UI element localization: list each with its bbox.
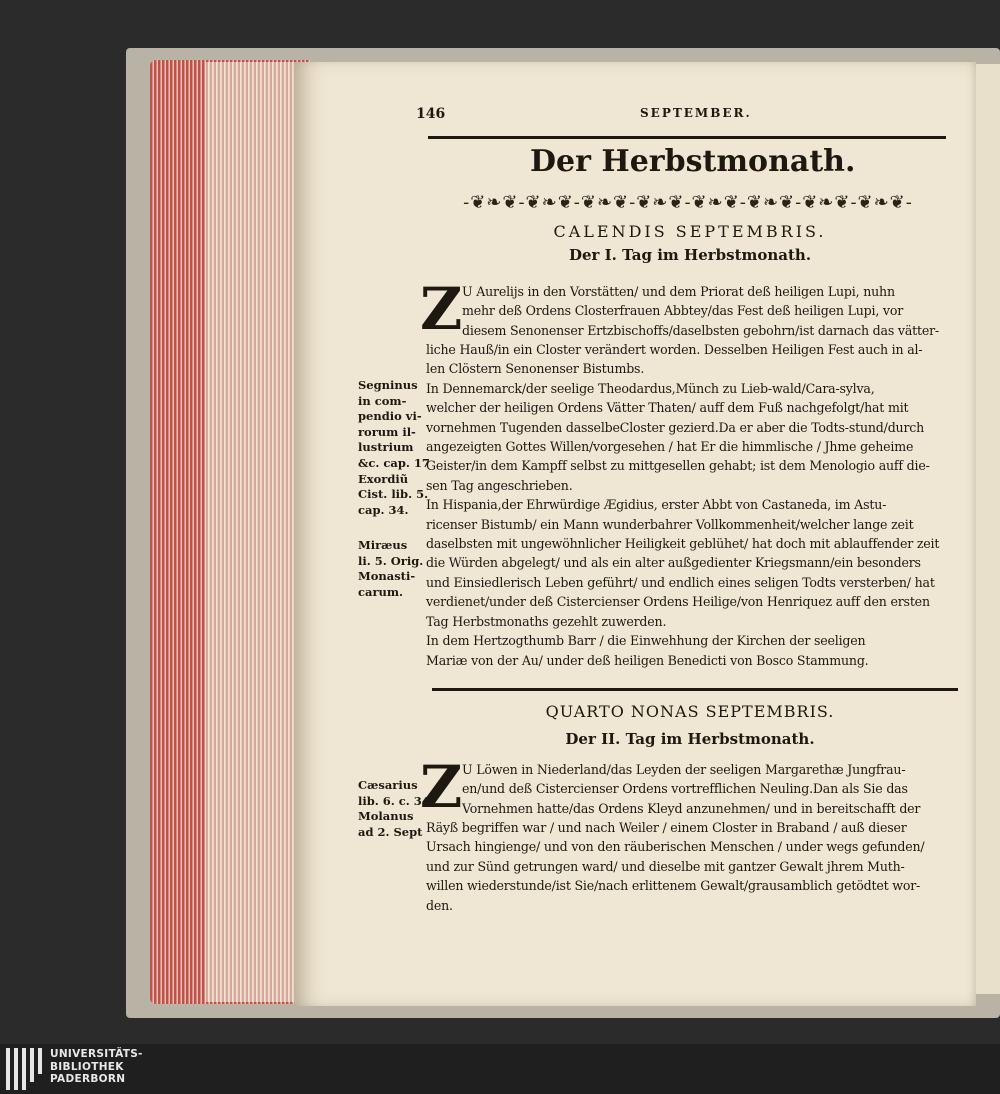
text-line: In Hispania,der Ehrwürdige Ægidius, erster Abbt von Castaneda, im Astu- xyxy=(426,497,887,513)
margin-line: ad 2. Sept xyxy=(358,824,423,839)
text-line: diesem Senonenser Ertzbischoffs/daselbsten gebohrn/ist darnach das vätter- xyxy=(462,322,939,338)
margin-line: cap. 34. xyxy=(358,502,409,517)
section1-body xyxy=(426,340,939,670)
text-line: die Würden abgelegt/ und als ein alter außgedienter Kriegsmann/ein besonders xyxy=(426,555,921,571)
margin-line: Segninus xyxy=(358,378,418,392)
text-line: ricenser Bistumb/ ein Mann wunderbahrer Vollkommenheit/welcher lange zeit xyxy=(426,516,914,532)
library-logo-icon xyxy=(6,1048,42,1090)
margin-line: Miræus xyxy=(358,538,408,552)
margin-line: Exordiũ xyxy=(358,471,409,486)
margin-line: Monasti- xyxy=(358,569,416,584)
section1-heading: CALENDIS SEPTEMBRIS. xyxy=(553,222,827,241)
section1-drop-initial: Z xyxy=(420,275,463,343)
library-name-line1: UNIVERSITÄTS- xyxy=(50,1048,143,1060)
margin-line: Cæsarius xyxy=(358,778,418,792)
text-line: Vornehmen hatte/das Ordens Kleyd anzunehmen/ und in bereitschafft der xyxy=(462,800,921,816)
text-line: und zur Sünd getrungen ward/ und dieselbe mit gantzer Gewalt jhrem Muth- xyxy=(426,858,905,874)
text-line: den. xyxy=(426,897,453,913)
margin-line: in com- xyxy=(358,393,407,408)
text-line: Mariæ von der Au/ under deß heiligen Benedicti von Bosco Stammung. xyxy=(426,652,869,668)
library-name-line3: PADERBORN xyxy=(50,1073,126,1085)
text-line: mehr deß Ordens Closterfrauen Abbtey/das Fest deß heiligen Lupi, vor xyxy=(462,303,904,319)
margin-line: carum. xyxy=(358,584,404,599)
section1-indented-lines xyxy=(462,282,939,340)
library-name-line2: BIBLIOTHEK xyxy=(50,1060,124,1073)
text-line: daselbsten mit ungewöhnlicher Heiligkeit geblühet/ hat doch mit ablauffender zeit xyxy=(426,536,940,552)
text-line: U Aurelijs in den Vorstätten/ und dem Priorat deß heiligen Lupi, nuhn xyxy=(462,284,895,299)
marginal-note-1 xyxy=(358,378,430,518)
section1-subheading: Der I. Tag im Herbstmonath. xyxy=(568,246,812,264)
section2-drop-initial: Z xyxy=(420,753,463,821)
text-line: und Einsiedlerisch Leben geführt/ und endlich eines seligen Todts versterben/ hat xyxy=(426,574,935,590)
margin-line: Cist. lib. 5. xyxy=(358,487,429,502)
text-line: Geister/in dem Kampff selbst zu mittgesellen gehabt; ist dem Menologio auff die- xyxy=(426,458,930,474)
library-footer xyxy=(0,1044,1000,1094)
text-line: Räyß begriffen war / und nach Weiler / einem Closter in Braband / auß dieser xyxy=(426,820,907,835)
margin-line: lustrium xyxy=(358,440,414,455)
section2-heading: QUARTO NONAS SEPTEMBRIS. xyxy=(545,702,835,721)
section2-indented-lines xyxy=(462,760,920,818)
page-number: 146 xyxy=(416,106,446,122)
text-line: Ursach hingienge/ und von den räuberischen Menschen / under wegs gefunden/ xyxy=(426,839,925,855)
text-line: len Clöstern Senonenser Bistumbs. xyxy=(426,361,645,377)
text-line: U Löwen in Niederland/das Leyden der seeligen Margarethæ Jungfrau- xyxy=(462,762,906,777)
text-line: vornehmen Tugenden dasselbeCloster gezierd.Da er aber die Todts-stund/durch xyxy=(426,419,925,435)
text-line: liche Hauß/in ein Closter verändert worden. Desselben Heiligen Fest auch in al- xyxy=(426,342,923,357)
section2-body xyxy=(426,818,924,915)
top-rule xyxy=(428,136,946,139)
running-head: SEPTEMBER. xyxy=(640,106,752,120)
text-line: In Dennemarck/der seelige Theodardus,Münch zu Lieb-wald/Cara-sylva, xyxy=(426,380,875,396)
text-line: Tag Herbstmonaths gezehlt zuwerden. xyxy=(426,613,667,629)
text-line: verdienet/under deß Cistercienser Ordens Heilige/von Henriquez auff den ersten xyxy=(426,594,930,610)
library-name xyxy=(50,1048,143,1086)
marginal-note-2 xyxy=(358,538,423,600)
margin-line: li. 5. Orig. xyxy=(358,553,424,568)
text-line: angezeigten Gottes Willen/vorgesehen / hat Er die himmlische / Jhme geheime xyxy=(426,439,914,455)
ornament-band: -❦❧❦-❦❧❦-❦❧❦-❦❧❦-❦❧❦-❦❧❦-❦❧❦-❦❧❦- xyxy=(463,192,913,213)
marginal-note-3 xyxy=(358,778,430,840)
text-line: en/und deß Cistercienser Ordens vortrefflichen Neuling.Dan als Sie das xyxy=(462,781,908,797)
margin-line: pendio vi- xyxy=(358,409,422,424)
margin-line: Molanus xyxy=(358,809,414,824)
section-rule xyxy=(432,688,958,691)
margin-line: lib. 6. c. 34 xyxy=(358,793,430,808)
text-line: In dem Hertzogthumb Barr / die Einwehhung der Kirchen der seeligen xyxy=(426,633,866,649)
text-line: willen wiederstunde/ist Sie/nach erlittenem Gewalt/grausamblich getödtet wor- xyxy=(426,878,921,894)
text-line: welcher der heiligen Ordens Vätter Thaten/ auff dem Fuß nachgefolgt/hat mit xyxy=(426,400,909,416)
margin-line: rorum il- xyxy=(358,424,416,439)
margin-line: &c. cap. 17 xyxy=(358,455,430,470)
section2-subheading: Der II. Tag im Herbstmonath. xyxy=(565,730,815,748)
facing-page-edge xyxy=(974,64,1000,994)
page-title: Der Herbstmonath. xyxy=(530,144,856,179)
text-line: sen Tag angeschrieben. xyxy=(426,477,573,493)
